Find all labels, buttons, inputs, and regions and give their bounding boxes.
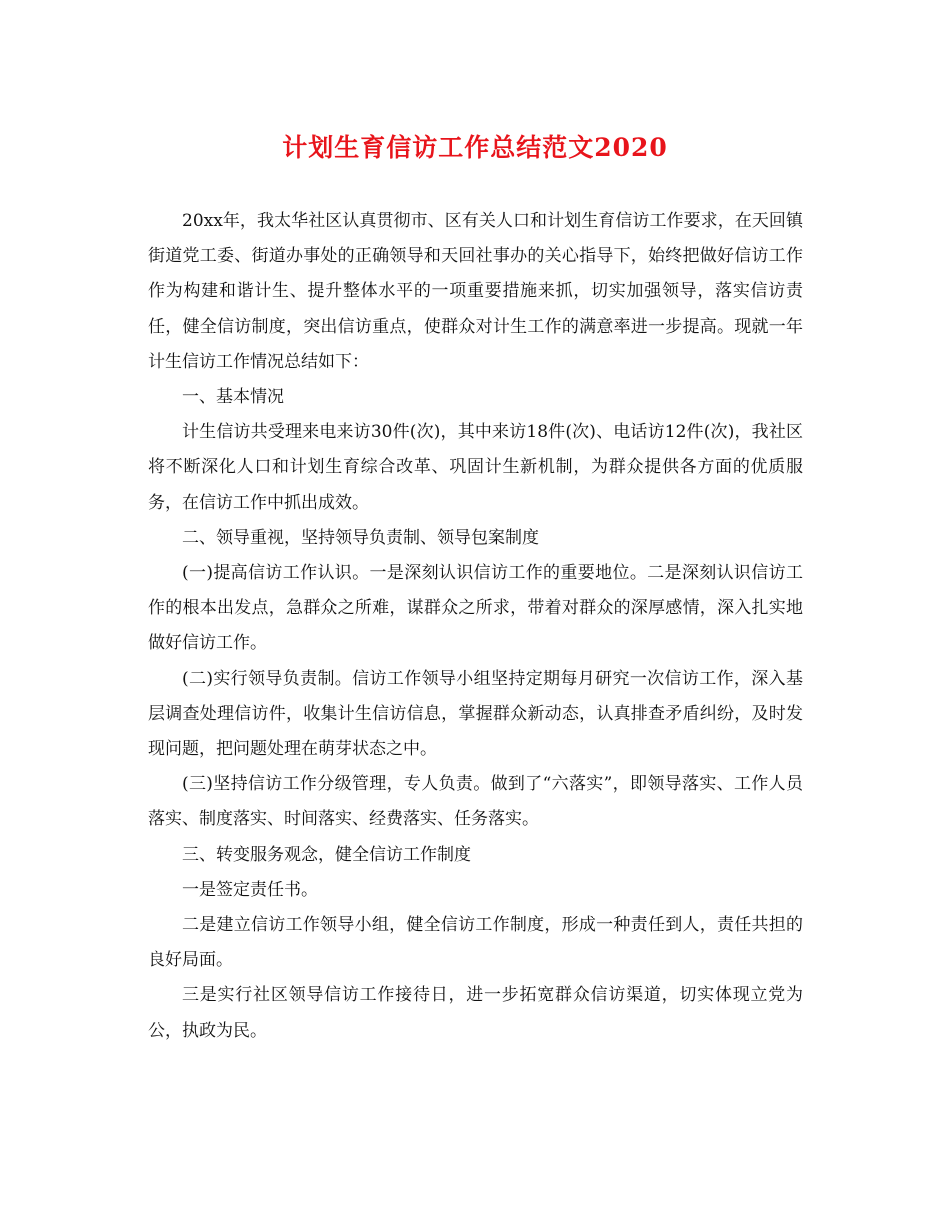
paragraph-service-2: 二是建立信访工作领导小组，健全信访工作制度，形成一种责任到人，责任共担的良好局面。 [148,915,803,971]
paragraph-basic-situation: 计生信访共受理来电来访30件(次)，其中来访18件(次)、电话访12件(次)，我社区将不断深化人口和计划生育综合改革、巩固计生新机制，为群众提供各方面的优质服务，在信访工作中抓出成效。 [148,422,803,513]
section-heading-leadership: 二、领导重视，坚持领导负责制、领导包案制度 [182,527,539,548]
section-heading-service: 三、转变服务观念，健全信访工作制度 [182,844,471,865]
paragraph-leadership-3: (三)坚持信访工作分级管理，专人负责。做到了“六落实”，即领导落实、工作人员落实、制度落实、时间落实、经费落实、任务落实。 [148,774,803,830]
document-title: 计划生育信访工作总结范文2020 [282,133,668,162]
paragraph-leadership-2: (二)实行领导负责制。信访工作领导小组坚持定期每月研究一次信访工作，深入基层调查处理信访件，收集计生信访信息，掌握群众新动态，认真排查矛盾纠纷，及时发现问题，把问题处理在萌芽状态之中。 [148,668,803,760]
section-heading-basic-situation: 一、基本情况 [182,387,284,408]
paragraph-leadership-1: (一)提高信访工作认识。一是深刻认识信访工作的重要地位。二是深刻认识信访工作的根本出发点，急群众之所难，谋群众之所求，带着对群众的深厚感情，深入扎实地做好信访工作。 [148,563,803,654]
paragraph-intro: 20xx年，我太华社区认真贯彻市、区有关人口和计划生育信访工作要求，在天回镇街道党工委、街道办事处的正确领导和天回社事办的关心指导下，始终把做好信访工作作为构建和谐计生、提升整体水平的一项重要措施来抓，切实加强领导，落实信访责任，健全信访制度，突出信访重点，使群众对计生工作的满意率进一步提高。现就一年计生信访工作情况总结如下： [148,211,803,372]
document-body [148,204,803,1049]
paragraph-service-3: 三是实行社区领导信访工作接待日，进一步拓宽群众信访渠道，切实体现立党为公，执政为民。 [148,985,803,1041]
paragraph-service-1: 一是签定责任书。 [182,879,318,900]
